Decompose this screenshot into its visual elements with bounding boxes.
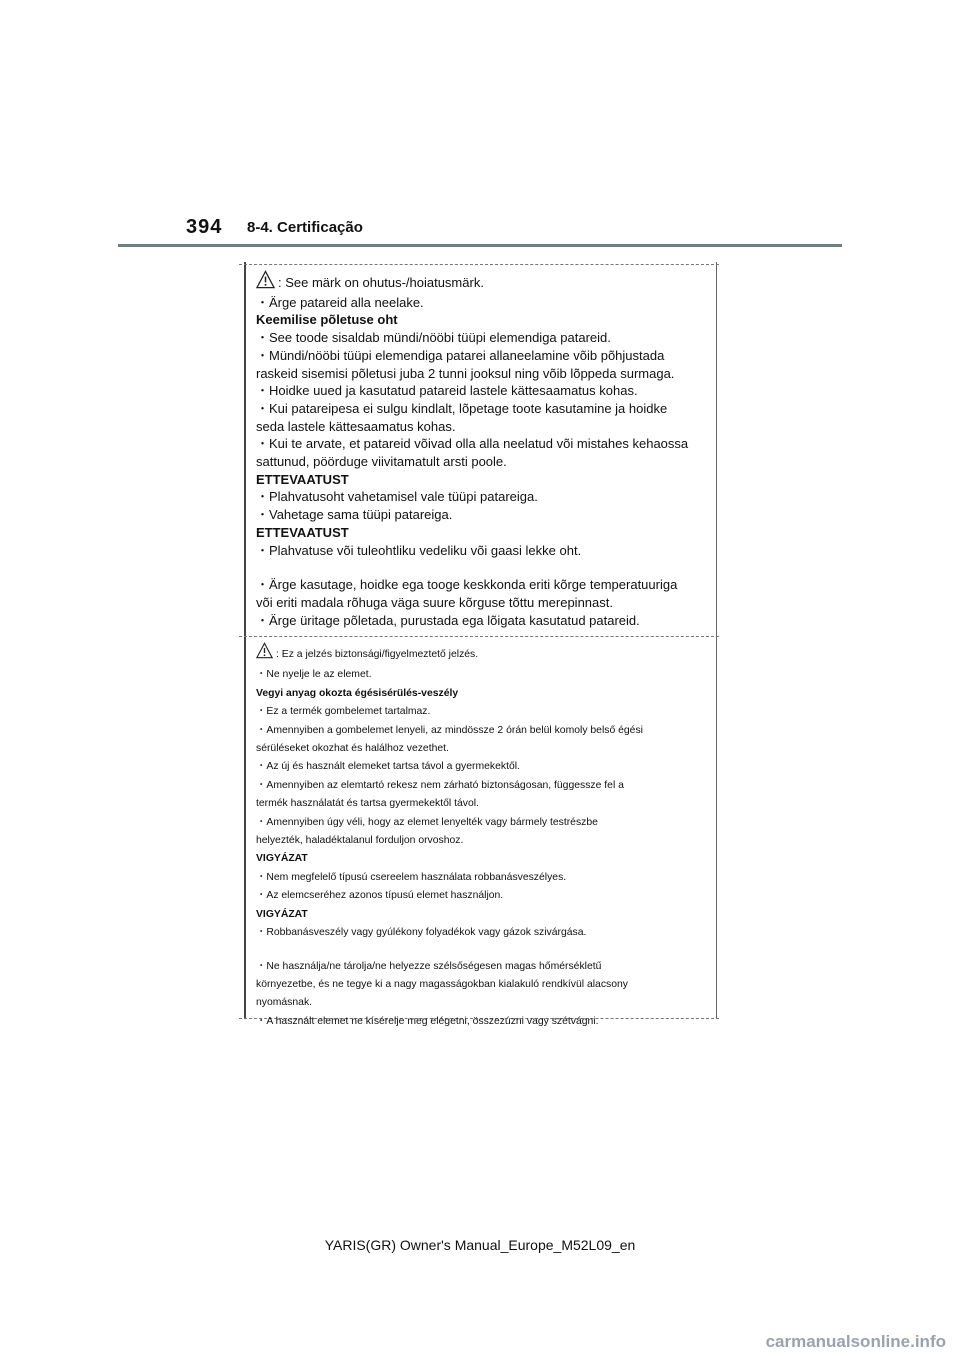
warning-line [256,365,708,383]
line-text: seda lastele kättesaamatus kohas. [256,418,456,434]
warning-line [256,869,708,887]
line-text: : Ez a jelzés biztonsági/figyelmeztető jelzés. [276,649,479,660]
line-text: ・Plahvatuse või tuleohtliku vedeliku või gaasi lekke oht. [256,542,582,558]
line-text: sattunud, pöörduge viivitamatult arsti poole. [256,454,507,470]
middle-dashed-divider [239,636,719,637]
warning-line [256,382,708,400]
line-text: ・Ne használja/ne tárolja/ne helyezze szélsőségesen magas hőmérsékletű [256,960,602,972]
page-number: 394 [186,216,223,238]
warning-triangle-icon [256,270,275,294]
warning-triangle-icon [256,642,273,666]
warning-line [256,832,708,850]
warning-heading [256,850,708,868]
line-text: VIGYÁZAT [256,853,308,865]
line-text: ・Amennyiben a gombelemet lenyeli, az mindössze 2 órán belül komoly belső égési [256,724,643,736]
warning-line [256,722,708,740]
warning-line [256,924,708,942]
warning-heading [256,906,708,924]
warning-line [256,506,708,524]
warning-line [256,703,708,721]
line-text: : See märk on ohutus-/hoiatusmärk. [278,275,484,290]
line-text: ・Kui patareipesa ei sulgu kindlalt, lõpetage toote kasutamine ja hoidke [256,400,668,416]
warning-line [256,329,708,347]
top-dashed-divider [239,264,719,265]
warning-heading [256,524,708,542]
line-text: Keemilise põletuse oht [256,312,398,328]
warning-line [256,435,708,453]
line-text: ETTEVAATUST [256,471,349,487]
warning-line [256,488,708,506]
warning-line [256,294,708,312]
line-text: VIGYÁZAT [256,908,308,920]
line-text: ETTEVAATUST [256,524,349,540]
line-text: termék használatát és tartsa gyermekektől távol. [256,798,479,810]
warning-line [256,453,708,471]
warning-line [256,418,708,436]
line-text: ・Hoidke uued ja kasutatud patareid lastele kättesaamatus kohas. [256,383,638,399]
line-text: környezetbe, és ne tegye ki a nagy magasságokban kialakuló rendkívül alacsony [256,978,628,990]
warning-heading [256,311,708,329]
line-text: helyezték, haladéktalanul forduljon orvoshoz. [256,835,464,847]
warning-heading [256,685,708,703]
line-text: nyomásnak. [256,997,313,1009]
section-title: 8-4. Certificação [247,219,363,236]
estonian-warning-text [256,270,708,629]
line-text: ・Ärge patareid alla neelake. [256,294,424,310]
warning-line [256,576,708,594]
warning-line [256,976,708,994]
line-text: ・Amennyiben az elemtartó rekesz nem zárható biztonságosan, függessze fel a [256,779,624,791]
warning-line [256,958,708,976]
footer-manual-id: YARIS(GR) Owner's Manual_Europe_M52L09_en [324,1237,636,1253]
paragraph-gap [256,943,708,958]
watermark: carmanualsonline.info [765,1332,946,1351]
warning-line [256,270,708,294]
line-text: ・Robbanásveszély vagy gyúlékony folyadékok vagy gázok szivárgása. [256,927,587,939]
warning-line [256,666,708,684]
warning-line [256,642,708,666]
warning-line [256,777,708,795]
warning-line [256,347,708,365]
warning-line [256,814,708,832]
warning-heading [256,471,708,489]
line-text: ・Ez a termék gombelemet tartalmaz. [256,706,431,718]
line-text: ・Vahetage sama tüüpi patareiga. [256,507,453,523]
warning-line [256,612,708,630]
line-text: ・Plahvatusoht vahetamisel vale tüüpi patareiga. [256,489,538,505]
warning-line [256,795,708,813]
line-text: või eriti madala rõhuga väga suure kõrguse tõttu merepinnast. [256,594,613,610]
line-text: ・Amennyiben úgy véli, hogy az elemet lenyelték vagy bármely testrészbe [256,816,598,828]
hungarian-warning-text [256,642,708,1031]
paragraph-gap [256,559,708,576]
line-text: ・Az új és használt elemeket tartsa távol a gyermekektől. [256,761,520,773]
warning-line [256,542,708,560]
line-text: ・Nem megfelelő típusú csereelem használata robbanásveszélyes. [256,871,567,883]
header-rule [118,244,842,247]
line-text: ・Az elemcseréhez azonos típusú elemet használjon. [256,890,504,902]
warning-line [256,740,708,758]
line-text: ・Ärge kasutage, hoidke ega tooge keskkonda eriti kõrge temperatuuriga [256,577,678,593]
line-text: ・Kui te arvate, et patareid võivad olla alla neelatud või mistahes kehaossa [256,436,689,452]
line-text: ・Mündi/nööbi tüüpi elemendiga patarei allaneelamine võib põhjustada [256,347,665,363]
line-text: ・A használt elemet ne kísérelje meg elégetni, összezúzni vagy szétvágni. [256,1015,599,1027]
warning-line [256,1013,708,1031]
line-text: ・See toode sisaldab mündi/nööbi tüüpi elemendiga patareid. [256,330,611,346]
warning-line [256,758,708,776]
line-text: ・Ne nyelje le az elemet. [256,669,372,681]
line-text: raskeid sisemisi põletusi juba 2 tunni jooksul ning võib lõppeda surmaga. [256,365,675,381]
line-text: Vegyi anyag okozta égésisérülés-veszély [256,687,459,699]
warning-line [256,400,708,418]
line-text: ・Ärge üritage põletada, purustada ega lõigata kasutatud patareid. [256,612,640,628]
warning-line [256,594,708,612]
warning-line [256,887,708,905]
line-text: sérüléseket okozhat és halálhoz vezethet. [256,743,449,755]
warning-line [256,994,708,1012]
